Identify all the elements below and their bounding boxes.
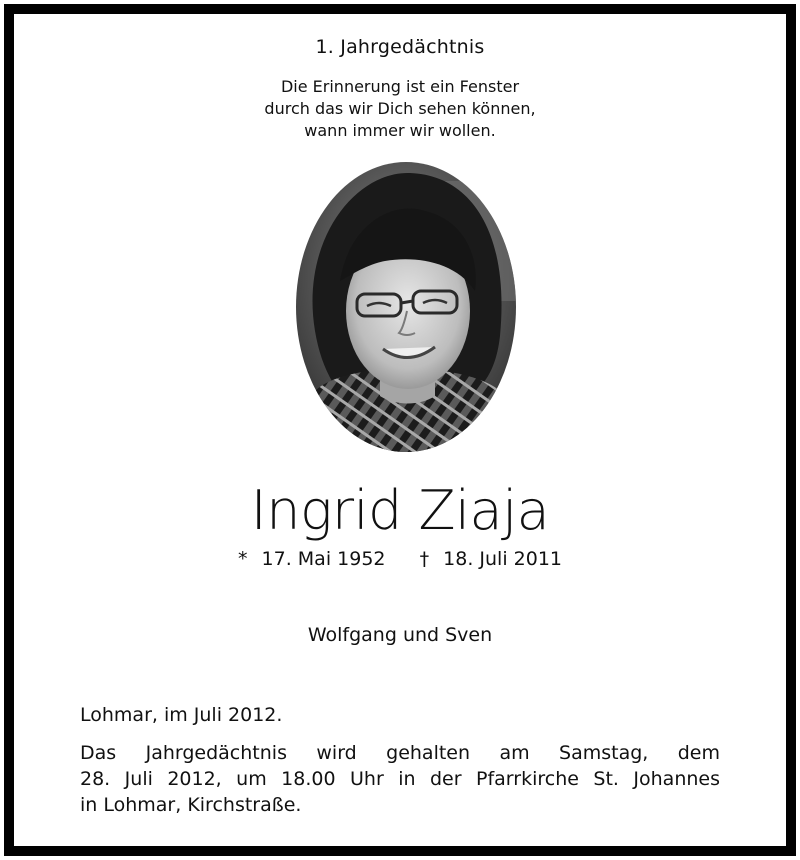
life-dates <box>14 548 786 570</box>
anniversary-heading: 1. Jahrgedächtnis <box>315 36 485 58</box>
death-cross-symbol: † <box>419 548 430 570</box>
memorial-verse <box>14 76 786 142</box>
mourners-names: Wolfgang und Sven <box>307 624 493 646</box>
portrait-photo <box>295 161 517 453</box>
verse-line: wann immer wir wollen. <box>304 121 496 140</box>
notice-line: Das Jahrgedächtnis wird gehalten am Samstag, dem <box>80 742 720 764</box>
obituary-frame <box>4 4 796 856</box>
deceased-name: Ingrid Ziaja <box>250 479 550 542</box>
service-notice <box>80 740 720 818</box>
death-date: 18. Juli 2011 <box>443 548 562 570</box>
notice-line: 28. Juli 2012, um 18.00 Uhr in der Pfarrkirche St. Johannes <box>80 768 720 790</box>
birth-star-symbol: * <box>237 548 248 570</box>
verse-line: durch das wir Dich sehen können, <box>264 99 536 118</box>
verse-line: Die Erinnerung ist ein Fenster <box>280 77 520 96</box>
notice-line: in Lohmar, Kirchstraße. <box>80 794 302 816</box>
place-and-date: Lohmar, im Juli 2012. <box>80 704 283 726</box>
birth-date: 17. Mai 1952 <box>261 548 386 570</box>
